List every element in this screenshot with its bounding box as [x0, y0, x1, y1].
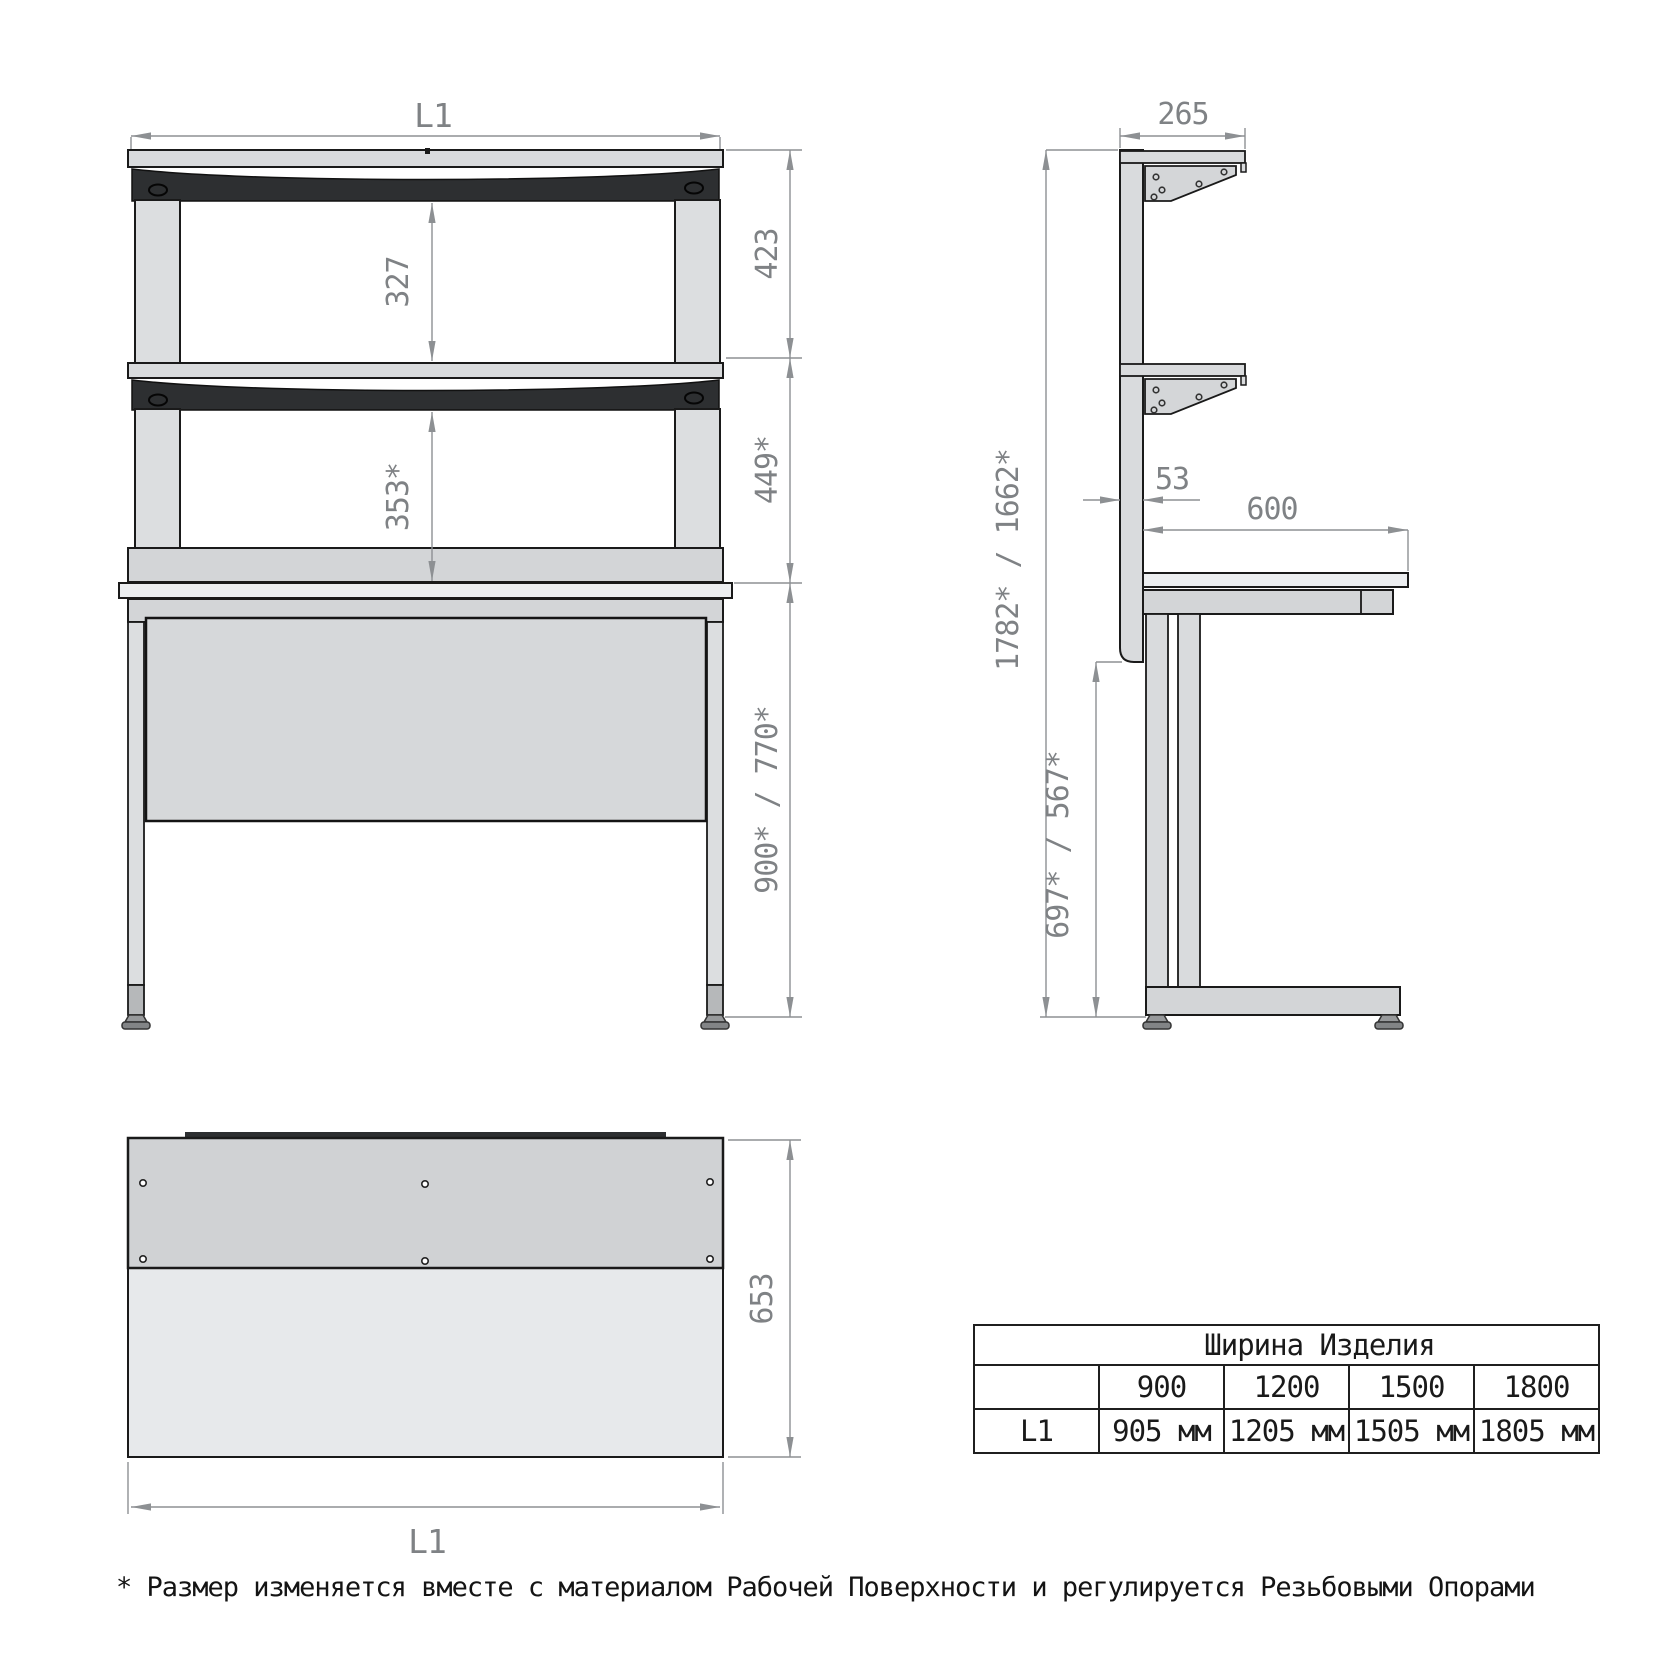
- front-view: [119, 96, 802, 1029]
- front-back-panel: [146, 618, 706, 821]
- front-dim-353-label: 353*: [381, 462, 416, 532]
- front-dim-449-label: 449*: [750, 435, 785, 505]
- side-front-leg: [1146, 614, 1168, 987]
- table-value-1500: 1505 мм: [1349, 1409, 1474, 1453]
- top-dim-653-label: 653: [745, 1273, 780, 1325]
- front-dim-width-label: L1: [414, 96, 452, 135]
- front-right-leg: [707, 622, 723, 985]
- table-title: Ширина Изделия: [974, 1325, 1599, 1365]
- top-dim-width-label: L1: [408, 1522, 446, 1561]
- front-left-leg: [128, 622, 144, 985]
- side-view: [991, 97, 1408, 1029]
- side-shelf2-lip: [1241, 376, 1246, 385]
- front-shelf2-dark-band: [132, 380, 719, 410]
- table-header-900: 900: [1099, 1365, 1224, 1409]
- side-foot-beam: [1146, 987, 1400, 1015]
- front-worktop: [119, 583, 732, 598]
- side-riser-upright: [1120, 150, 1143, 662]
- side-shelf2-bracket: [1145, 379, 1236, 414]
- top-worktop-region: [128, 1268, 723, 1457]
- side-shelf1-board: [1120, 151, 1245, 163]
- side-dim-53-label: 53: [1154, 462, 1190, 497]
- side-dim-265-label: 265: [1157, 97, 1209, 132]
- width-spec-table: [973, 1324, 1600, 1454]
- table-header-1200: 1200: [1224, 1365, 1349, 1409]
- table-title-row: [974, 1325, 1599, 1365]
- top-shelf-region: [128, 1138, 723, 1268]
- front-dim-423-label: 423: [750, 228, 785, 280]
- table-header-row: [974, 1365, 1599, 1409]
- front-shelf1-dark-band: [132, 169, 719, 201]
- front-center-tick: [425, 148, 430, 154]
- side-shelf1-bracket: [1145, 166, 1236, 201]
- side-worktop-beam: [1143, 590, 1393, 614]
- front-left-upright-lower: [135, 409, 180, 548]
- front-adjustable-feet: [122, 1015, 729, 1029]
- top-view: [128, 1132, 801, 1561]
- table-value-1800: 1805 мм: [1474, 1409, 1599, 1453]
- side-shelf2-board: [1120, 364, 1245, 376]
- front-left-foot-cap: [128, 985, 144, 1015]
- table-value-row: [974, 1409, 1599, 1453]
- table-header-empty: [974, 1365, 1099, 1409]
- side-dim-600-label: 600: [1246, 492, 1298, 527]
- front-riser-bottom-rail: [128, 548, 723, 582]
- side-shelf1-lip: [1241, 163, 1246, 172]
- side-worktop: [1143, 573, 1408, 587]
- table-header-1500: 1500: [1349, 1365, 1474, 1409]
- front-dim-900-770-label: 900* / 770*: [750, 706, 785, 894]
- table-row-label: L1: [974, 1409, 1099, 1453]
- front-left-upright-upper: [135, 200, 180, 364]
- front-shelf2-top-board: [128, 363, 723, 378]
- side-adjustable-feet: [1143, 1015, 1403, 1029]
- side-rear-leg: [1178, 614, 1200, 987]
- front-right-foot-cap: [707, 985, 723, 1015]
- footnote-text: * Размер изменяется вместе с материалом Рабочей Поверхности и регулируется Резьбовыми Опорами: [116, 1572, 1535, 1603]
- front-right-upright-lower: [675, 409, 720, 548]
- front-dim-327-label: 327: [381, 256, 416, 308]
- table-header-1800: 1800: [1474, 1365, 1599, 1409]
- table-value-900: 905 мм: [1099, 1409, 1224, 1453]
- front-right-upright-upper: [675, 200, 720, 364]
- table-value-1200: 1205 мм: [1224, 1409, 1349, 1453]
- side-dim-697-567-label: 697* / 567*: [1041, 751, 1076, 939]
- side-dim-1782-1662-label: 1782* / 1662*: [991, 449, 1026, 671]
